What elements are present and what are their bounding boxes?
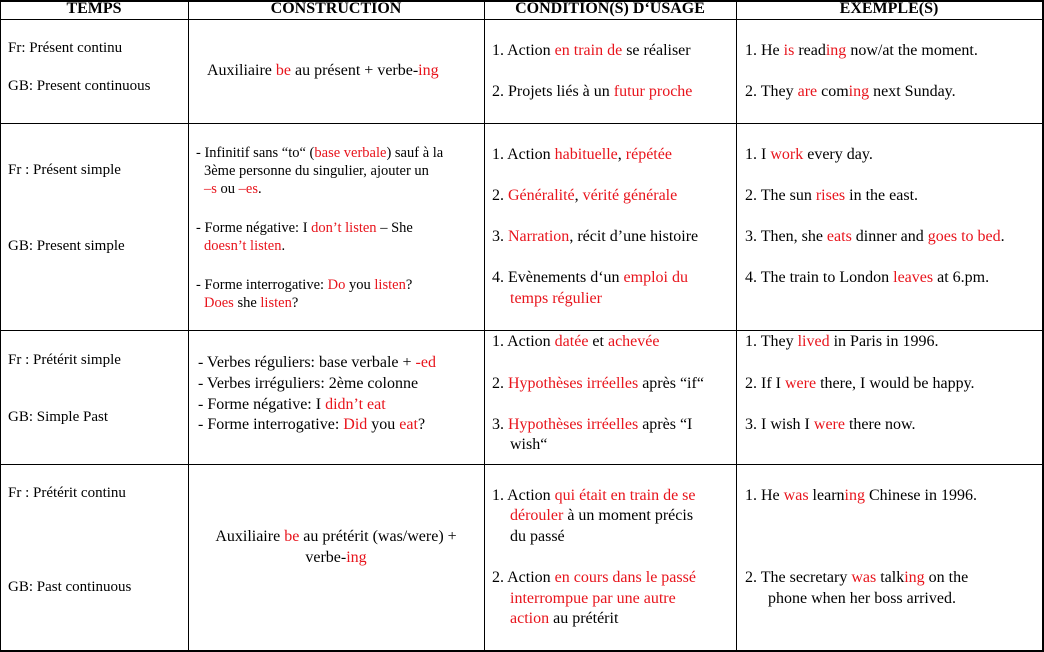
temps-gb: GB: Present simple xyxy=(8,238,125,254)
temps-fr: Fr : Présent simple xyxy=(8,162,121,178)
usage-item: 2. Projets liés à un futur proche xyxy=(492,83,693,100)
usage-item-continued: interrompue par une autre xyxy=(510,590,676,607)
example-item: 3. I wish I were there now. xyxy=(745,416,916,433)
temps-fr: Fr : Prétérit continu xyxy=(8,485,126,501)
example-item: 1. I work every day. xyxy=(745,146,873,163)
header-bottom-border xyxy=(0,19,1044,20)
usage-item-continued: temps régulier xyxy=(510,290,602,307)
row-border xyxy=(0,123,1044,124)
example-item: 1. He was learning Chinese in 1996. xyxy=(745,487,977,504)
construction-line: - Verbes réguliers: base verbale + -ed xyxy=(198,354,436,371)
usage-item-continued: wish“ xyxy=(510,436,548,453)
temps-fr: Fr : Prétérit simple xyxy=(8,352,121,368)
usage-item: 2. Hypothèses irréelles après “if“ xyxy=(492,375,704,392)
usage-item: 1. Action habituelle, répétée xyxy=(492,146,672,163)
construction-text: Auxiliaire be au présent + verbe-ing xyxy=(207,62,439,79)
header-construction: CONSTRUCTION xyxy=(270,0,402,17)
example-item: 2. If I were there, I would be happy. xyxy=(745,375,975,392)
construction-line: 3ème personne du singulier, ajouter un xyxy=(204,163,429,179)
example-item: 4. The train to London leaves at 6.pm. xyxy=(745,269,990,286)
construction-line: - Infinitif sans “to“ (base verbale) sauf à la xyxy=(196,145,444,161)
column-border xyxy=(736,0,737,652)
construction-line: Does she listen? xyxy=(204,295,299,311)
example-item: 2. The secretary was talking on the xyxy=(745,569,969,586)
temps-fr: Fr: Présent continu xyxy=(8,40,123,56)
column-border xyxy=(484,0,485,652)
construction-line: doesn’t listen. xyxy=(204,238,286,254)
usage-item: 1. Action en train de se réaliser xyxy=(492,42,691,59)
usage-item-continued: dérouler à un moment précis xyxy=(510,507,694,524)
construction-line: –s ou –es. xyxy=(204,181,262,197)
construction-line: - Forme interrogative: Do you listen? xyxy=(196,277,413,293)
usage-item: 2. Action en cours dans le passé xyxy=(492,569,696,586)
usage-item: 2. Généralité, vérité générale xyxy=(492,187,678,204)
temps-gb: GB: Simple Past xyxy=(8,409,109,425)
header-exemples: EXEMPLE(S) xyxy=(839,0,939,17)
example-item: 2. The sun rises in the east. xyxy=(745,187,919,204)
temps-gb: GB: Present continuous xyxy=(8,78,151,94)
example-item: 3. Then, she eats dinner and goes to bed. xyxy=(745,228,1005,245)
construction-line: Auxiliaire be au prétérit (was/were) + xyxy=(215,528,457,545)
usage-item-continued: action au prétérit xyxy=(510,610,619,627)
usage-item: 1. Action qui était en train de se xyxy=(492,487,696,504)
usage-item: 1. Action datée et achevée xyxy=(492,333,660,350)
header-conditions: CONDITION(S) D‘USAGE xyxy=(515,0,705,17)
usage-item: 4. Evènements d‘un emploi du xyxy=(492,269,688,286)
construction-line: verbe-ing xyxy=(305,549,367,566)
example-item: 1. They lived in Paris in 1996. xyxy=(745,333,939,350)
temps-gb: GB: Past continuous xyxy=(8,579,132,595)
column-border xyxy=(0,0,1,652)
construction-line: - Forme interrogative: Did you eat? xyxy=(198,416,426,433)
header-temps: TEMPS xyxy=(66,0,122,17)
construction-line: - Forme négative: I don’t listen – She xyxy=(196,220,413,236)
usage-item: 3. Hypothèses irréelles après “I xyxy=(492,416,693,433)
example-item: 2. They are coming next Sunday. xyxy=(745,83,956,100)
row-border xyxy=(0,330,1044,331)
usage-item-continued: du passé xyxy=(510,528,565,545)
construction-line: - Forme négative: I didn’t eat xyxy=(198,396,386,413)
usage-item: 3. Narration, récit d’une histoire xyxy=(492,228,699,245)
row-border xyxy=(0,464,1044,465)
example-item-continued: phone when her boss arrived. xyxy=(768,590,956,607)
construction-line: - Verbes irréguliers: 2ème colonne xyxy=(198,375,419,392)
example-item: 1. He is reading now/at the moment. xyxy=(745,42,978,59)
